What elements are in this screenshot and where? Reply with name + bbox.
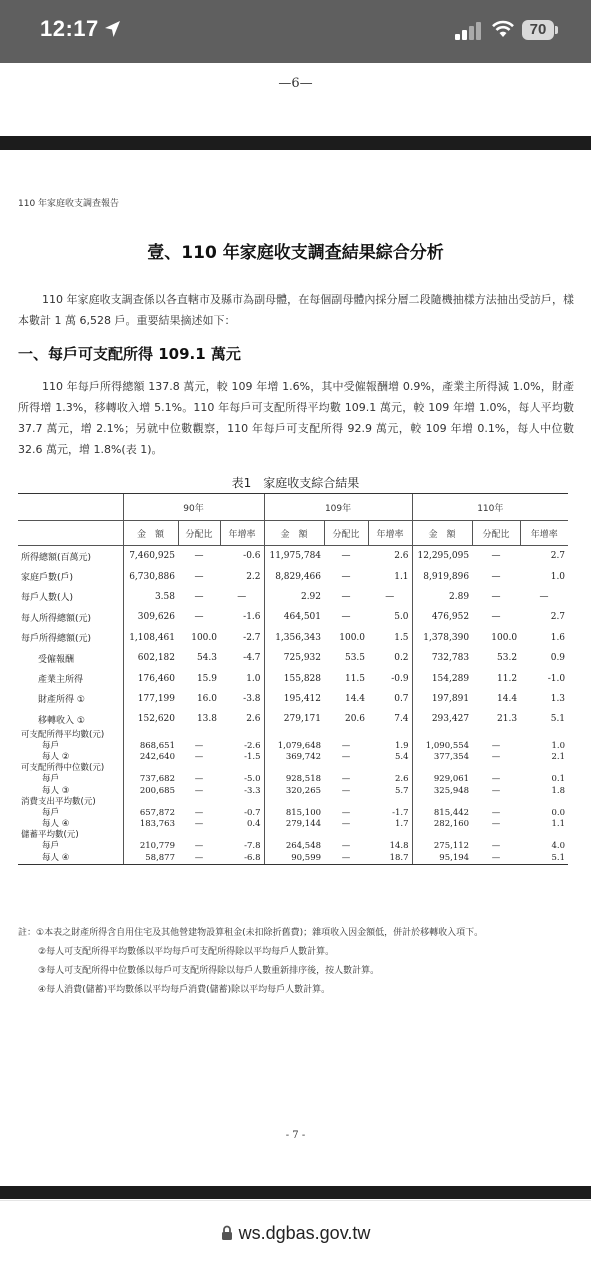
table-row [18,741,568,752]
empty-cell [264,763,324,774]
row-label: 家庭戶數(戶) [21,573,74,584]
table-row [18,607,568,627]
share-cell: — [491,612,501,623]
table-row [18,752,568,763]
row-label: 每戶人數(人) [21,593,74,604]
amount-cell: 476,952 [412,607,472,627]
empty-cell [368,730,412,741]
share-cell: — [491,571,501,582]
table-row [18,819,568,830]
growth-cell: 2.6 [246,714,261,725]
share-cell: 100.0 [339,632,366,643]
share-cell: — [491,751,501,762]
amount-cell: 152,620 [123,709,178,729]
amount-cell: 275,112 [412,841,472,852]
growth-cell: 1.0 [550,571,566,582]
empty-cell [178,797,220,808]
empty-cell [264,830,324,841]
amount-cell: 3.58 [123,587,178,607]
note-2: ②每人可支配所得平均數係以平均每戶可支配所得除以平均每戶人數計算。 [38,947,335,957]
share-cell: — [491,841,501,852]
amount-cell: 8,829,466 [264,566,324,586]
battery-tip [555,26,558,34]
row-label: 每人 ④ [42,819,70,830]
empty-cell [520,763,568,774]
empty-cell [220,797,264,808]
share-cell: 100.0 [491,632,518,643]
table-group-row [18,730,568,741]
growth-cell: -3.3 [244,785,261,796]
share-cell: — [194,807,204,818]
amount-cell: 1,090,554 [412,741,472,752]
amount-cell: 279,171 [264,709,324,729]
row-label: 每人 ② [42,751,70,762]
growth-cell: 1.8 [551,785,566,796]
empty-cell [520,730,568,741]
empty-cell [472,730,520,741]
growth-cell: 1.6 [550,632,566,643]
growth-cell: 5.0 [394,612,409,623]
growth-cell: — [237,591,247,602]
empty-cell [123,730,178,741]
table-row [18,587,568,607]
share-cell: — [341,841,351,852]
table-row [18,853,568,865]
empty-cell [123,830,178,841]
amount-cell: 732,783 [412,648,472,668]
growth-cell: 0.9 [550,653,566,664]
status-bar [0,0,591,63]
share-cell: — [491,807,501,818]
growth-cell: 1.5 [394,632,409,643]
share-cell: 11.2 [497,673,518,684]
share-cell: — [491,551,501,562]
share-header: 分配比 [472,521,520,546]
amount-cell: 868,651 [123,741,178,752]
growth-header: 年增率 [520,521,568,546]
share-cell: 13.8 [196,714,217,725]
empty-cell [472,763,520,774]
amount-cell: 815,442 [412,808,472,819]
amount-header: 金 額 [123,521,178,546]
growth-cell: -6.8 [220,853,264,865]
amount-cell: 815,100 [264,808,324,819]
note-4: ④每人消費(儲蓄)平均數係以平均每戶消費(儲蓄)除以平均每戶人數計算。 [38,985,331,995]
empty-cell [220,730,264,741]
amount-cell: 264,548 [264,841,324,852]
share-cell: 100.0 [191,632,217,643]
battery-indicator [522,20,558,42]
group-title: 消費支出平均數(元) [21,796,96,807]
amount-cell: 737,682 [123,774,178,785]
amount-cell: 177,199 [123,689,178,709]
share-cell: — [194,612,204,623]
share-cell: 14.4 [497,693,518,704]
household-summary-table [18,493,568,865]
growth-cell: — [385,591,395,602]
amount-cell: 155,828 [264,668,324,688]
share-cell: — [491,774,501,785]
empty-cell [123,797,178,808]
table-group-row [18,830,568,841]
url-display[interactable] [0,1223,591,1244]
table-row [18,689,568,709]
amount-cell: 12,295,095 [412,546,472,567]
amount-cell: 8,919,896 [412,566,472,586]
table-body [18,546,568,865]
year-header: 90年 [123,494,264,521]
growth-cell: 5.1 [520,853,568,865]
empty-cell [264,797,324,808]
amount-cell: 725,932 [264,648,324,668]
empty-cell [123,763,178,774]
growth-cell: 2.7 [550,612,566,623]
share-header: 分配比 [324,521,368,546]
row-label: 每戶 [42,807,60,818]
year-header: 110年 [412,494,568,521]
growth-cell: 1.1 [394,571,409,582]
row-label: 產業主所得 [38,675,84,686]
share-cell: — [194,571,204,582]
growth-cell: -0.6 [243,551,261,562]
amount-cell: 929,061 [412,774,472,785]
empty-cell [472,830,520,841]
share-cell: — [341,819,351,830]
growth-header: 年增率 [220,521,264,546]
amount-cell: 58,877 [123,853,178,865]
share-cell: — [341,571,351,582]
amount-cell: 309,626 [123,607,178,627]
empty-cell [412,763,472,774]
empty-cell [220,763,264,774]
share-cell: — [194,740,204,751]
share-cell: — [491,740,501,751]
growth-cell: 1.9 [395,740,409,751]
growth-cell: 0.0 [551,807,566,818]
growth-cell: 2.7 [550,551,566,562]
row-label: 每戶所得總額(元) [21,634,92,645]
growth-cell: 7.4 [394,714,409,725]
table-row [18,566,568,586]
row-label: 每人所得總額(元) [21,613,92,624]
section-title: 一、每戶可支配所得 109.1 萬元 [18,345,241,363]
share-cell: 20.6 [344,714,366,725]
growth-cell: -4.7 [243,653,261,664]
row-label: 受僱報酬 [38,654,75,665]
growth-header: 年增率 [368,521,412,546]
growth-cell: 2.6 [395,774,409,785]
amount-cell: 6,730,886 [123,566,178,586]
amount-cell: 210,779 [123,841,178,852]
row-label: 每戶 [42,841,60,852]
growth-cell: 1.0 [551,740,566,751]
growth-cell: 1.1 [551,819,566,830]
table-row [18,808,568,819]
growth-cell: -1.5 [244,751,261,762]
group-title: 可支配所得平均數(元) [21,729,105,740]
growth-cell: -1.7 [392,807,409,818]
growth-cell: -5.0 [244,774,261,785]
row-label: 移轉收入 ① [38,715,85,726]
share-cell: — [491,819,501,830]
amount-cell: 200,685 [123,785,178,796]
empty-cell [520,797,568,808]
share-cell: — [341,551,351,562]
share-cell: — [341,774,351,785]
report-header: 110 年家庭收支調查報告 [18,199,120,209]
amount-cell: 197,891 [412,689,472,709]
row-label-header [18,494,123,521]
growth-cell: 18.7 [368,853,412,865]
growth-cell: 4.0 [551,841,566,852]
table-group-row [18,797,568,808]
share-cell: — [194,819,204,830]
row-label: 每戶 [42,774,60,785]
empty-cell [178,730,220,741]
amount-cell: 90,599 [264,853,324,865]
page-number-bottom: - 7 - [285,1130,306,1141]
share-cell: — [194,591,204,602]
growth-cell: -7.8 [244,841,261,852]
amount-cell: 928,518 [264,774,324,785]
table-row [18,668,568,688]
row-label: 每人 ④ [18,853,123,865]
growth-cell: 0.1 [551,774,566,785]
empty-cell [324,797,368,808]
amount-cell: 1,079,648 [264,741,324,752]
share-cell: 53.2 [497,653,518,664]
amount-cell: 320,265 [264,785,324,796]
table-row [18,785,568,796]
empty-cell [178,763,220,774]
note-1: 註：①本表之財產所得含自用住宅及其他營建物設算租金(未扣除折舊費)；雜項收入因金額低，併計於移轉收入項下。 [18,928,484,938]
table-caption: 表1 家庭收支綜合結果 [231,476,360,490]
share-cell: 21.3 [497,714,518,725]
cellular-signal-icon [455,22,483,40]
amount-cell: 1,378,390 [412,628,472,648]
share-cell: 14.4 [344,693,366,704]
empty-cell [324,830,368,841]
amount-cell: 195,412 [264,689,324,709]
growth-cell: -1.6 [243,612,261,623]
share-cell: — [341,751,351,762]
amount-header: 金 額 [412,521,472,546]
empty-cell [324,763,368,774]
growth-cell: 0.4 [246,819,261,830]
amount-cell: 95,194 [412,853,472,865]
row-label: 財產所得 ① [38,695,85,706]
row-label: 每人 ③ [42,785,70,796]
growth-cell: -1.0 [547,673,566,684]
page-separator-bottom [0,1186,591,1199]
summary-table-wrapper [18,493,568,865]
share-cell: — [491,591,501,602]
amount-cell: 183,763 [123,819,178,830]
share-cell: 11.5 [344,673,366,684]
growth-cell: 14.8 [389,841,409,852]
amount-cell: 242,640 [123,752,178,763]
amount-cell: 602,182 [123,648,178,668]
growth-cell: 2.6 [394,551,409,562]
growth-cell: 0.2 [394,653,409,664]
growth-cell: 0.7 [394,693,409,704]
share-cell: — [341,591,351,602]
growth-cell: 5.1 [550,714,566,725]
share-cell: — [341,807,351,818]
table-row [18,774,568,785]
amount-cell: 293,427 [412,709,472,729]
growth-cell: — [539,591,549,602]
table-row [18,709,568,729]
group-title: 儲蓄平均數(元) [21,830,79,841]
share-cell: — [324,853,368,865]
table-row [18,648,568,668]
status-time: 12:17 [40,16,99,41]
empty-cell [412,797,472,808]
share-cell: — [341,612,351,623]
share-cell: 16.0 [196,693,217,704]
amount-cell: 154,289 [412,668,472,688]
growth-cell: -2.7 [243,632,261,643]
amount-cell: 2.92 [264,587,324,607]
empty-cell [220,830,264,841]
growth-cell: -2.6 [244,740,261,751]
lock-icon [221,1225,233,1241]
growth-cell: 1.3 [550,693,566,704]
note-3: ③每人可支配所得中位數係以每戶可支配所得除以每戶人數重新排序後，按人數計算。 [38,966,380,976]
growth-cell: 5.4 [395,751,409,762]
share-cell: 54.3 [196,653,217,664]
amount-cell: 11,975,784 [264,546,324,567]
table-row [18,628,568,648]
section-paragraph: 110 年每戶所得總額 137.8 萬元，較 109 年增 1.6%，其中受僱報酬增 0.9%，產業主所得減 1.0%，財產所得增 1.3%，移轉收入增 5.1%。110 年每戶可支配所得平均數 109.1 萬元，較 109 年增 1.0%，每人平均數 37.7 萬元，增 2.1%；另就中位數觀察，110 年每戶可支配所得 92.9 萬元，較 109 年增 0.1%，每人中位數 32.6 萬元，增 1.8%(表 1)。 [18,380,574,456]
intro-paragraph: 110 年家庭收支調查係以各直轄市及縣市為副母體，在每個副母體內採分層二段隨機抽樣方法抽出受訪戶，樣本數計 1 萬 6,528 戶。重要結果摘述如下： [18,293,574,327]
empty-cell [412,730,472,741]
amount-cell: 464,501 [264,607,324,627]
page-number-top: —6— [278,76,313,91]
amount-cell: 1,108,461 [123,628,178,648]
empty-cell [368,797,412,808]
location-arrow-icon [103,19,123,39]
growth-cell: 5.7 [395,785,409,796]
growth-cell: 1.7 [395,819,409,830]
row-label-header [18,521,123,546]
amount-cell: 325,948 [412,785,472,796]
amount-cell: 279,144 [264,819,324,830]
empty-cell [520,830,568,841]
share-cell: — [178,853,220,865]
year-header: 109年 [264,494,412,521]
amount-cell: 369,742 [264,752,324,763]
amount-cell: 2.89 [412,587,472,607]
amount-cell: 7,460,925 [123,546,178,567]
amount-cell: 1,356,343 [264,628,324,648]
share-cell: 15.9 [196,673,217,684]
share-cell: — [194,785,204,796]
empty-cell [412,830,472,841]
amount-cell: 282,160 [412,819,472,830]
amount-cell: 377,354 [412,752,472,763]
amount-header: 金 額 [264,521,324,546]
growth-cell: -3.8 [243,693,261,704]
share-cell: — [341,740,351,751]
empty-cell [324,730,368,741]
url-text: ws.dgbas.gov.tw [238,1223,371,1243]
browser-address-bar[interactable] [0,1200,591,1281]
group-title: 可支配所得中位數(元) [21,763,105,774]
share-cell: — [194,774,204,785]
amount-cell: 176,460 [123,668,178,688]
empty-cell [368,763,412,774]
table-group-row [18,763,568,774]
wifi-icon [491,19,515,39]
share-header: 分配比 [178,521,220,546]
row-label: 所得總額(百萬元) [21,552,92,563]
growth-cell: -0.9 [391,673,409,684]
share-cell: — [472,853,520,865]
amount-cell: 657,872 [123,808,178,819]
share-cell: — [194,751,204,762]
share-cell: — [341,785,351,796]
empty-cell [264,730,324,741]
table-notes [18,924,578,1000]
growth-cell: 1.0 [246,673,261,684]
empty-cell [368,830,412,841]
share-cell: — [194,841,204,852]
growth-cell: 2.1 [551,751,566,762]
empty-cell [472,797,520,808]
row-label: 每戶 [42,740,60,751]
share-cell: — [194,551,204,562]
main-title: 壹、110 年家庭收支調查結果綜合分析 [147,243,444,263]
share-cell: — [491,785,501,796]
share-cell: 53.5 [344,653,366,664]
growth-cell: 2.2 [246,571,261,582]
empty-cell [178,830,220,841]
battery-level: 70 [522,20,554,40]
growth-cell: -0.7 [244,807,261,818]
table-row [18,841,568,852]
page-separator-top [0,136,591,150]
table-row [18,546,568,567]
